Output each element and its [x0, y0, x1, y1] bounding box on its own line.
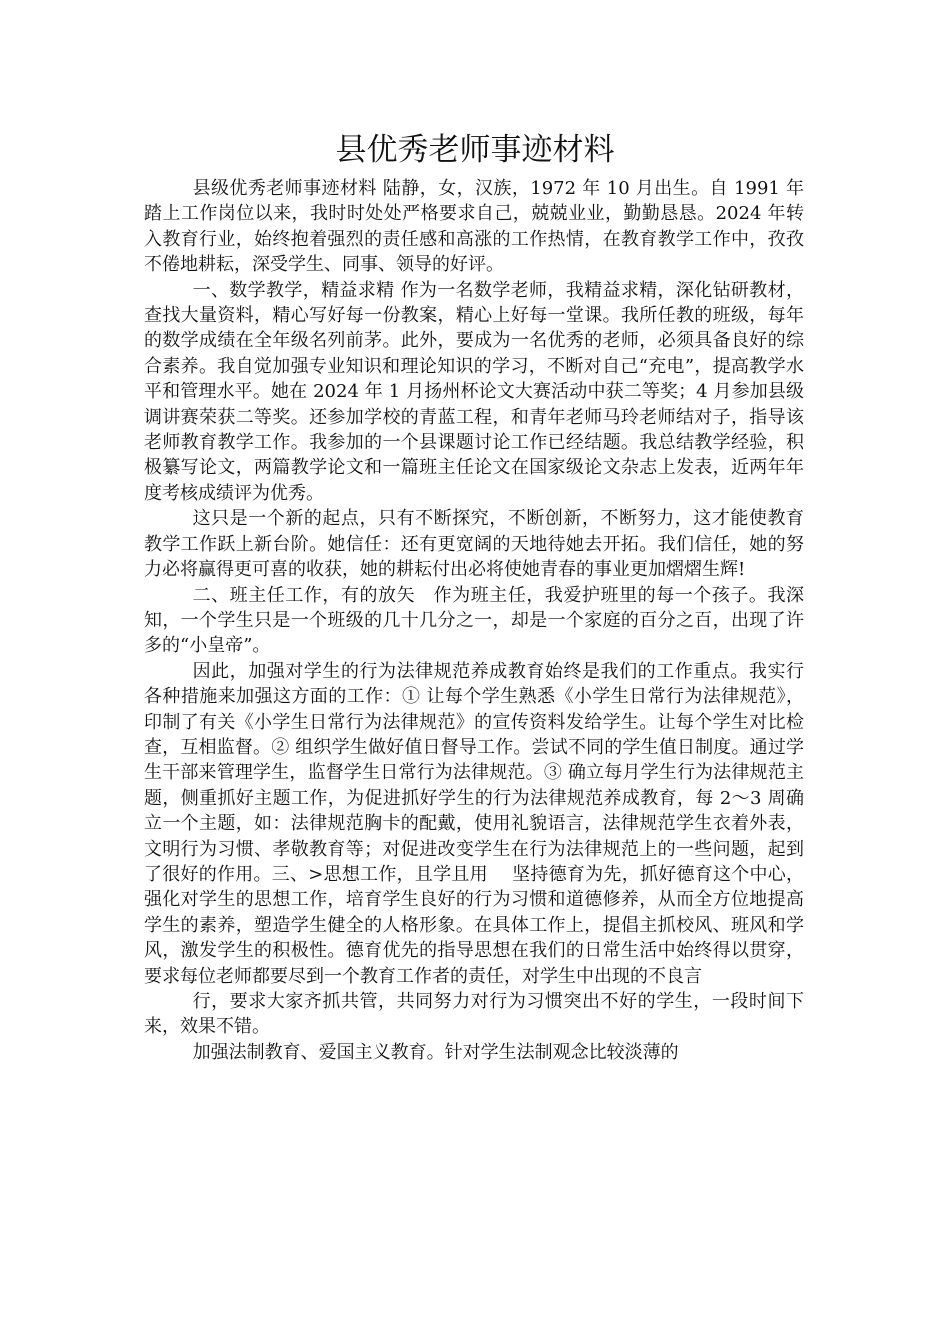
document-title: 县优秀老师事迹材料	[335, 132, 615, 168]
paragraph-intro: 县级优秀老师事迹材料 陆静，女，汉族，1972 年 10 月出生。自 1991 年踏上工作岗位以来，我时时处处严格要求自己，兢兢业业，勤勤恳恳。2024 年转入教育行业，始终抱着强烈的责任感和高涨的工作热情，在教育教学工作中，孜孜不倦地耕耘，深受学生、同事、领导的好评。	[144, 178, 804, 276]
paragraph-legal-education: 加强法制教育、爱国主义教育。针对学生法制观念比较淡薄的	[192, 1041, 679, 1063]
document-body	[144, 176, 804, 1065]
paragraph-results: 行，要求大家齐抓共管，共同努力对行为习惯突出不好的学生，一段时间下来，效果不错。	[144, 991, 804, 1038]
paragraph-behavior-norms: 因此，加强对学生的行为法律规范养成教育始终是我们的工作重点。我实行各种措施来加强这方面的工作：① 让每个学生熟悉《小学生日常行为法律规范》，印制了有关《小学生日常行为法律规范》的宣传资料发给学生。让每个学生对比检查，互相监督。② 组织学生做好值日督导工作。尝试不同的学生值日制度。通过学生干部来管理学生，监督学生日常行为法律规范。③ 确立每月学生行为法律规范主题，侧重抓好主题工作，为促进抓好学生的行为法律规范养成教育，每 2～3 周确立一个主题，如：法律规范胸卡的配戴，使用礼貌语言，法律规范学生衣着外表，文明行为习惯、孝敬教育等；对促进改变学生在行为法律规范上的一些问题，起到了很好的作用。三、>思想工作，且学且用 坚持德育为先，抓好德育这个中心，强化对学生的思想工作，培育学生良好的行为习惯和道德修养，从而全方位地提高学生的素养，塑造学生健全的人格形象。在具体工作上，提倡主抓校风、班风和学风，激发学生的积极性。德育优先的指导思想在我们的日常生活中始终得以贯穿，要求每位老师都要尽到一个教育工作者的责任，对学生中出现的不良言	[144, 660, 804, 987]
paragraph-new-start: 这只是一个新的起点，只有不断探究，不断创新，不断努力，这才能使教育教学工作跃上新台阶。她信任：还有更宽阔的天地待她去开拓。我们信任，她的努力必将赢得更可喜的收获，她的耕耘付出必将使她青春的事业更加熠熠生辉!	[144, 508, 804, 581]
paragraph-math-teaching: 一、数学教学，精益求精 作为一名数学老师，我精益求精，深化钻研教材，查找大量资料，精心写好每一份教案，精心上好每一堂课。我所任教的班级，每年的数学成绩在全年级名列前茅。此外，要成为一名优秀的老师，必须具备良好的综合素养。我自觉加强专业知识和理论知识的学习，不断对自己“充电”，提高教学水平和管理水平。她在 2024 年 1 月扬州杯论文大赛活动中获二等奖；4 月参加县级调讲赛荣获二等奖。还参加学校的青蓝工程，和青年老师马玲老师结对子，指导该老师教育教学工作。我参加的一个县课题讨论工作已经结题。我总结教学经验，积极纂写论文，两篇教学论文和一篇班主任论文在国家级论文杂志上发表，近两年年度考核成绩评为优秀。	[144, 279, 804, 504]
paragraph-class-teacher: 二、班主任工作，有的放矢 作为班主任，我爱护班里的每一个孩子。我深知，一个学生只是一个班级的几十几分之一，却是一个家庭的百分之百，出现了许多的“小皇帝”。	[144, 584, 804, 657]
